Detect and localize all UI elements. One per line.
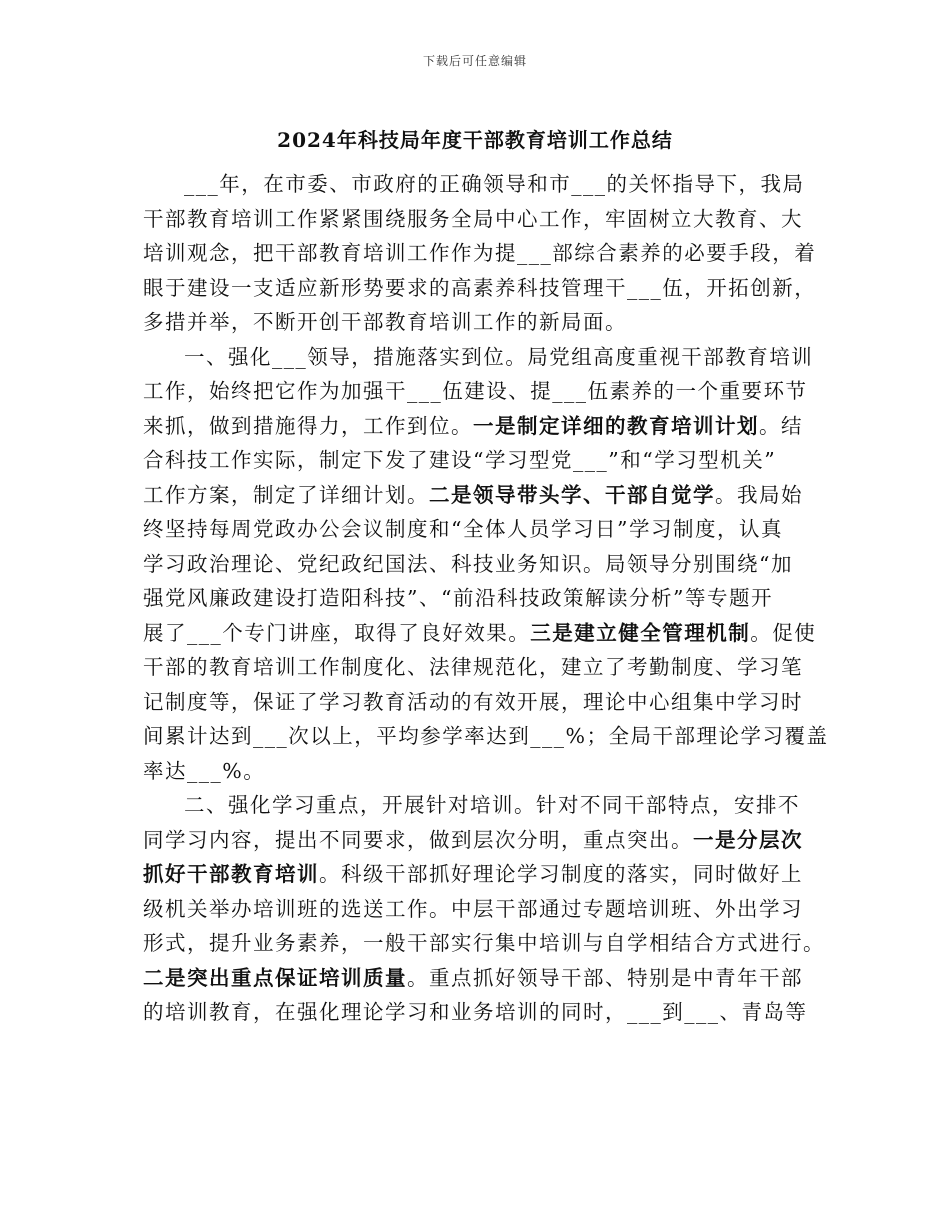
body-text: 来抓，做到措施得力，工作到位。 — [143, 413, 473, 438]
body-text: 。科级干部抓好理论学习制度的落实，同时做好上 — [319, 862, 803, 886]
text-line — [143, 271, 817, 306]
paragraph-2 — [143, 340, 829, 789]
body-text: 。我局始 — [715, 482, 803, 507]
page-header: 下载后可任意编辑 — [422, 54, 527, 68]
text-line — [143, 892, 811, 927]
paragraph-1 — [143, 167, 817, 340]
body-text: 展了___个专门讲座，取得了良好效果。 — [143, 620, 531, 645]
text-line — [143, 650, 811, 685]
body-text: 级机关举办培训班的选送工作。中层干部通过专题培训班、外出学习 — [143, 896, 803, 921]
text-line — [143, 512, 811, 547]
text-line — [143, 305, 811, 340]
body-text: 同学习内容，提出不同要求，做到层次分明，重点突出。 — [143, 827, 693, 852]
body-text: 工作，始终把它作为加强干___伍建设、提___伍素养的一个重要环节 — [143, 379, 808, 403]
body-text: 培训观念，把干部教育培训工作作为提___部综合素养的必要手段，着 — [143, 241, 817, 265]
body-text: 多措并举，不断开创干部教育培训工作的新局面。 — [143, 310, 627, 334]
text-line — [143, 754, 811, 789]
body-text: 学习政治理论、党纪政纪国法、科技业务知识。局领导分别围绕“加 — [143, 551, 793, 576]
text-line — [143, 547, 811, 582]
bold-heading-text: 三是建立健全管理机制 — [530, 620, 751, 645]
body-text: 率达___%。 — [143, 758, 266, 783]
text-line — [143, 409, 811, 444]
text-line — [143, 788, 811, 823]
body-text: 终坚持每周党政办公会议制度和“全体人员学习日”学习制度，认真 — [143, 517, 783, 541]
body-text: 形式，提升业务素养，一般干部实行集中培训与自学相结合方式进行。 — [143, 931, 825, 955]
text-line — [143, 340, 814, 375]
text-line — [143, 857, 811, 892]
body-text: 强党风廉政建设打造阳科技”、“前沿科技政策解读分析”等专题开 — [143, 586, 773, 610]
text-line — [143, 202, 811, 237]
text-line — [143, 478, 811, 513]
bold-heading-text: 抓好干部教育培训 — [143, 862, 319, 886]
text-line — [143, 823, 811, 858]
paragraph-3 — [143, 788, 825, 1030]
body-text: 工作方案，制定了详细计划。 — [143, 482, 429, 507]
text-line — [143, 236, 817, 271]
bold-heading-text: 二是突出重点保证培训质量 — [143, 965, 407, 990]
text-line — [143, 167, 811, 202]
body-text: 合科技工作实际，制定下发了建设“学习型党___”和“学习型机关” — [143, 448, 777, 472]
body-text: 。结 — [759, 413, 803, 438]
body-text: ___年，在市委、市政府的正确领导和市___的关怀指导下，我局 — [184, 172, 805, 196]
body-text: 的培训教育，在强化理论学习和业务培训的同时，___到___、青岛等 — [143, 1000, 808, 1024]
bold-heading-text: 一是分层次 — [693, 827, 803, 852]
body-text: 记制度等，保证了学习教育活动的有效开展，理论中心组集中学习时 — [143, 689, 803, 714]
document-title: 2024年科技局年度干部教育培训工作总结 — [277, 128, 673, 152]
body-text: 。促使 — [750, 620, 817, 645]
body-text: 二、强化学习重点，开展针对培训。针对不同干部特点，安排不 — [184, 793, 800, 817]
text-line — [143, 719, 829, 754]
body-text: 间累计达到___次以上，平均参学率达到___%；全局干部理论学习覆盖 — [143, 724, 829, 748]
body-text: 。重点抓好领导干部、特别是中青年干部 — [407, 965, 803, 990]
body-text: 干部教育培训工作紧紧围绕服务全局中心工作，牢固树立大教育、大 — [143, 206, 803, 231]
text-line — [143, 581, 811, 616]
body-text: 干部的教育培训工作制度化、法律规范化，建立了考勤制度、学习笔 — [143, 655, 803, 679]
text-line — [143, 926, 825, 961]
text-line — [143, 616, 817, 651]
text-line — [143, 374, 811, 409]
bold-heading-text: 二是领导带头学、干部自觉学 — [429, 482, 715, 507]
body-text: 一、强化___领导，措施落实到位。局党组高度重视干部教育培训 — [184, 344, 814, 369]
text-line — [143, 685, 811, 720]
bold-heading-text: 一是制定详细的教育培训计划 — [473, 413, 759, 438]
body-text: 眼于建设一支适应新形势要求的高素养科技管理干___伍，开拓创新， — [143, 275, 817, 300]
text-line — [143, 961, 811, 996]
text-line — [143, 995, 811, 1030]
text-line — [143, 443, 811, 478]
document-body — [143, 167, 829, 1030]
